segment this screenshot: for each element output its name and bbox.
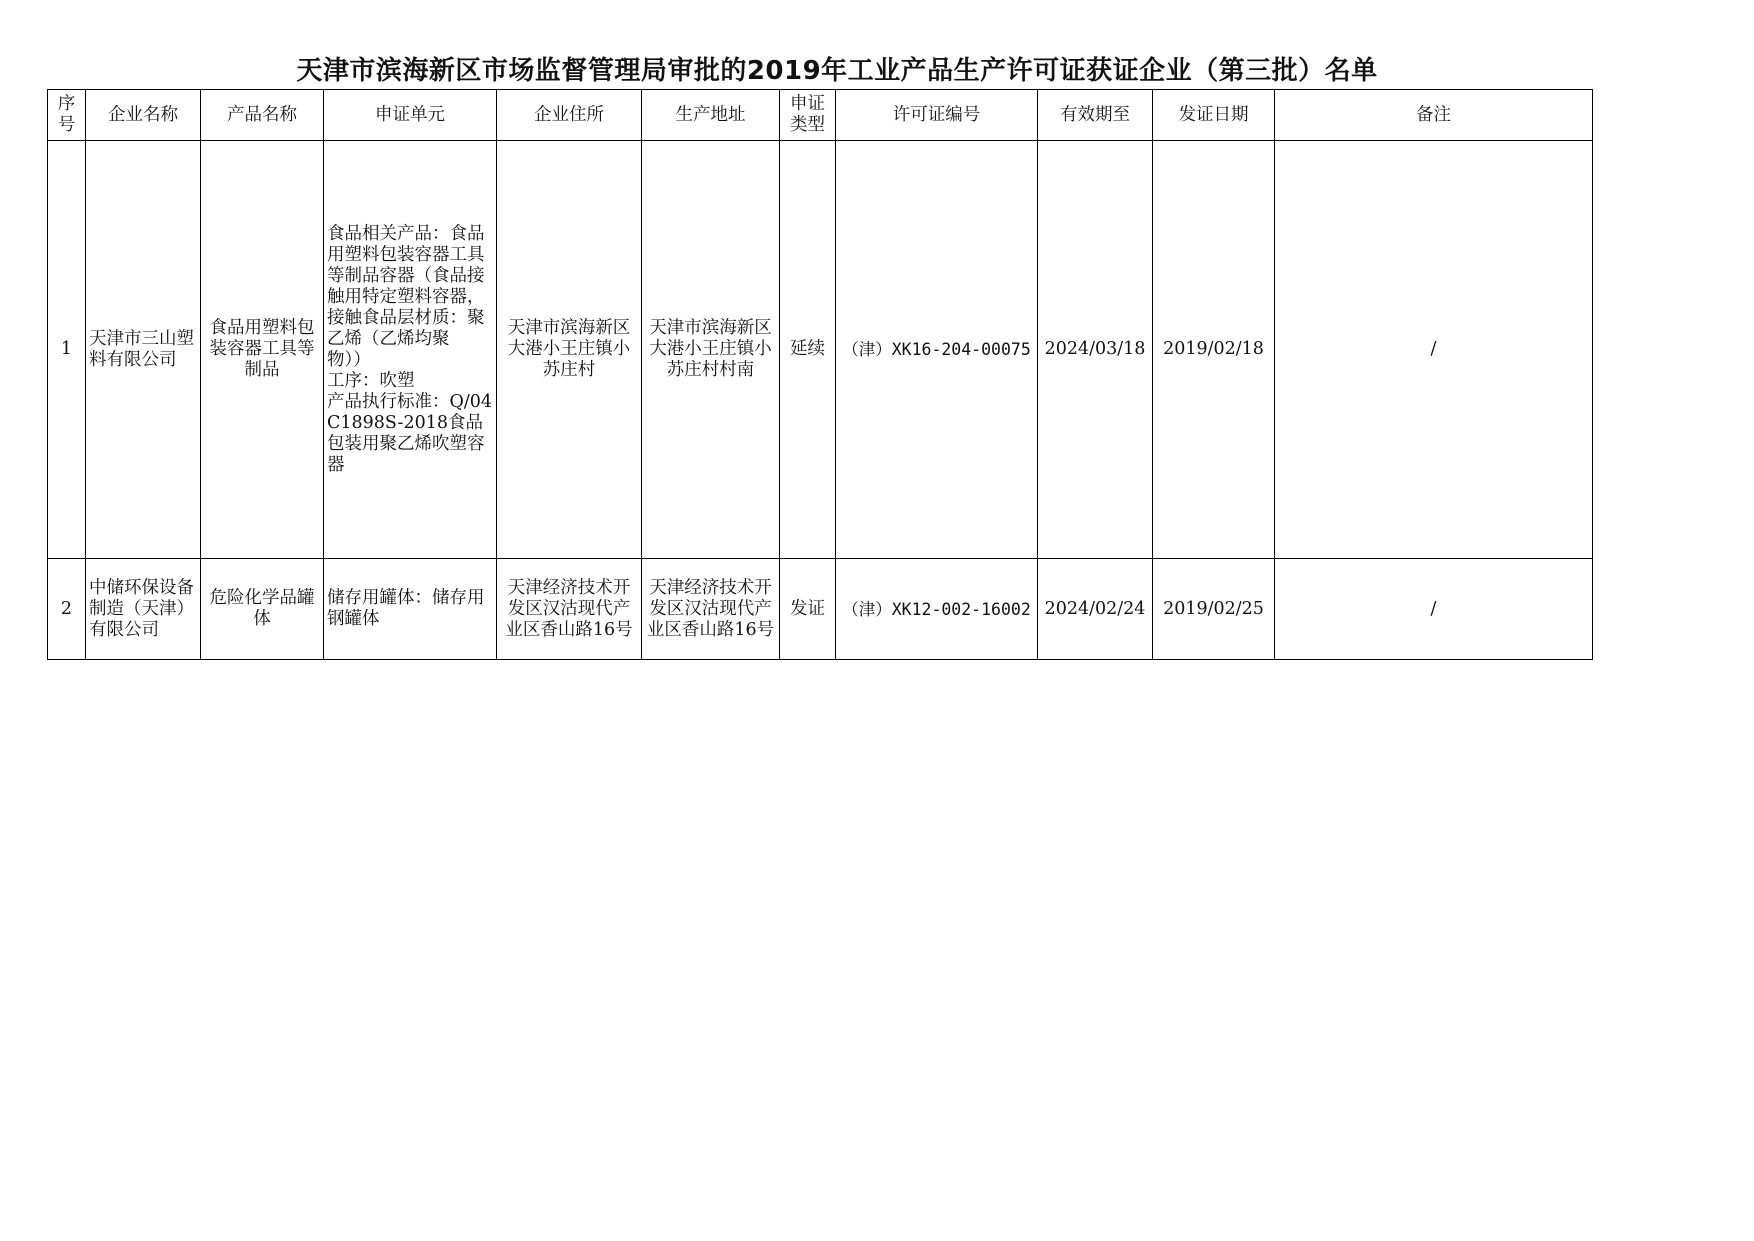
cell-type: 延续 (780, 141, 836, 559)
header-remarks: 备注 (1275, 90, 1593, 141)
cell-unit: 食品相关产品：食品用塑料包装容器工具等制品容器（食品接触用特定塑料容器，接触食品层材质：聚乙烯（乙烯均聚物）） 工序：吹塑 产品执行标准：Q/04C1898S-2018食品包装用聚乙烯吹塑容器 (324, 141, 497, 559)
cell-address: 天津经济技术开发区汉沽现代产业区香山路16号 (497, 559, 642, 660)
header-valid-until: 有效期至 (1038, 90, 1153, 141)
cell-valid-until: 2024/02/24 (1038, 559, 1153, 660)
cell-issue-date: 2019/02/18 (1153, 141, 1275, 559)
cell-license: （津）XK16-204-00075 (836, 141, 1038, 559)
cell-seq: 1 (48, 141, 86, 559)
cell-license: （津）XK12-002-16002 (836, 559, 1038, 660)
cell-valid-until: 2024/03/18 (1038, 141, 1153, 559)
header-company: 企业名称 (86, 90, 201, 141)
cell-type: 发证 (780, 559, 836, 660)
cell-remarks: / (1275, 559, 1593, 660)
cell-remarks: / (1275, 141, 1593, 559)
cell-product: 食品用塑料包装容器工具等制品 (201, 141, 324, 559)
cell-prod-address: 天津市滨海新区大港小王庄镇小苏庄村村南 (642, 141, 780, 559)
table-header-row (48, 90, 1593, 141)
cell-product: 危险化学品罐体 (201, 559, 324, 660)
cell-company: 天津市三山塑料有限公司 (86, 141, 201, 559)
header-prod-address: 生产地址 (642, 90, 780, 141)
header-product: 产品名称 (201, 90, 324, 141)
header-license: 许可证编号 (836, 90, 1038, 141)
header-issue-date: 发证日期 (1153, 90, 1275, 141)
license-table (47, 89, 1593, 660)
cell-unit: 储存用罐体：储存用钢罐体 (324, 559, 497, 660)
header-address: 企业住所 (497, 90, 642, 141)
header-seq: 序 号 (48, 90, 86, 141)
cell-prod-address: 天津经济技术开发区汉沽现代产业区香山路16号 (642, 559, 780, 660)
table-row (48, 141, 1593, 559)
table-row (48, 559, 1593, 660)
header-unit: 申证单元 (324, 90, 497, 141)
page-title: 天津市滨海新区市场监督管理局审批的2019年工业产品生产许可证获证企业（第三批）名单 (296, 56, 1378, 86)
cell-address: 天津市滨海新区大港小王庄镇小苏庄村 (497, 141, 642, 559)
cell-company: 中储环保设备制造（天津）有限公司 (86, 559, 201, 660)
header-type: 申证 类型 (780, 90, 836, 141)
cell-issue-date: 2019/02/25 (1153, 559, 1275, 660)
cell-seq: 2 (48, 559, 86, 660)
